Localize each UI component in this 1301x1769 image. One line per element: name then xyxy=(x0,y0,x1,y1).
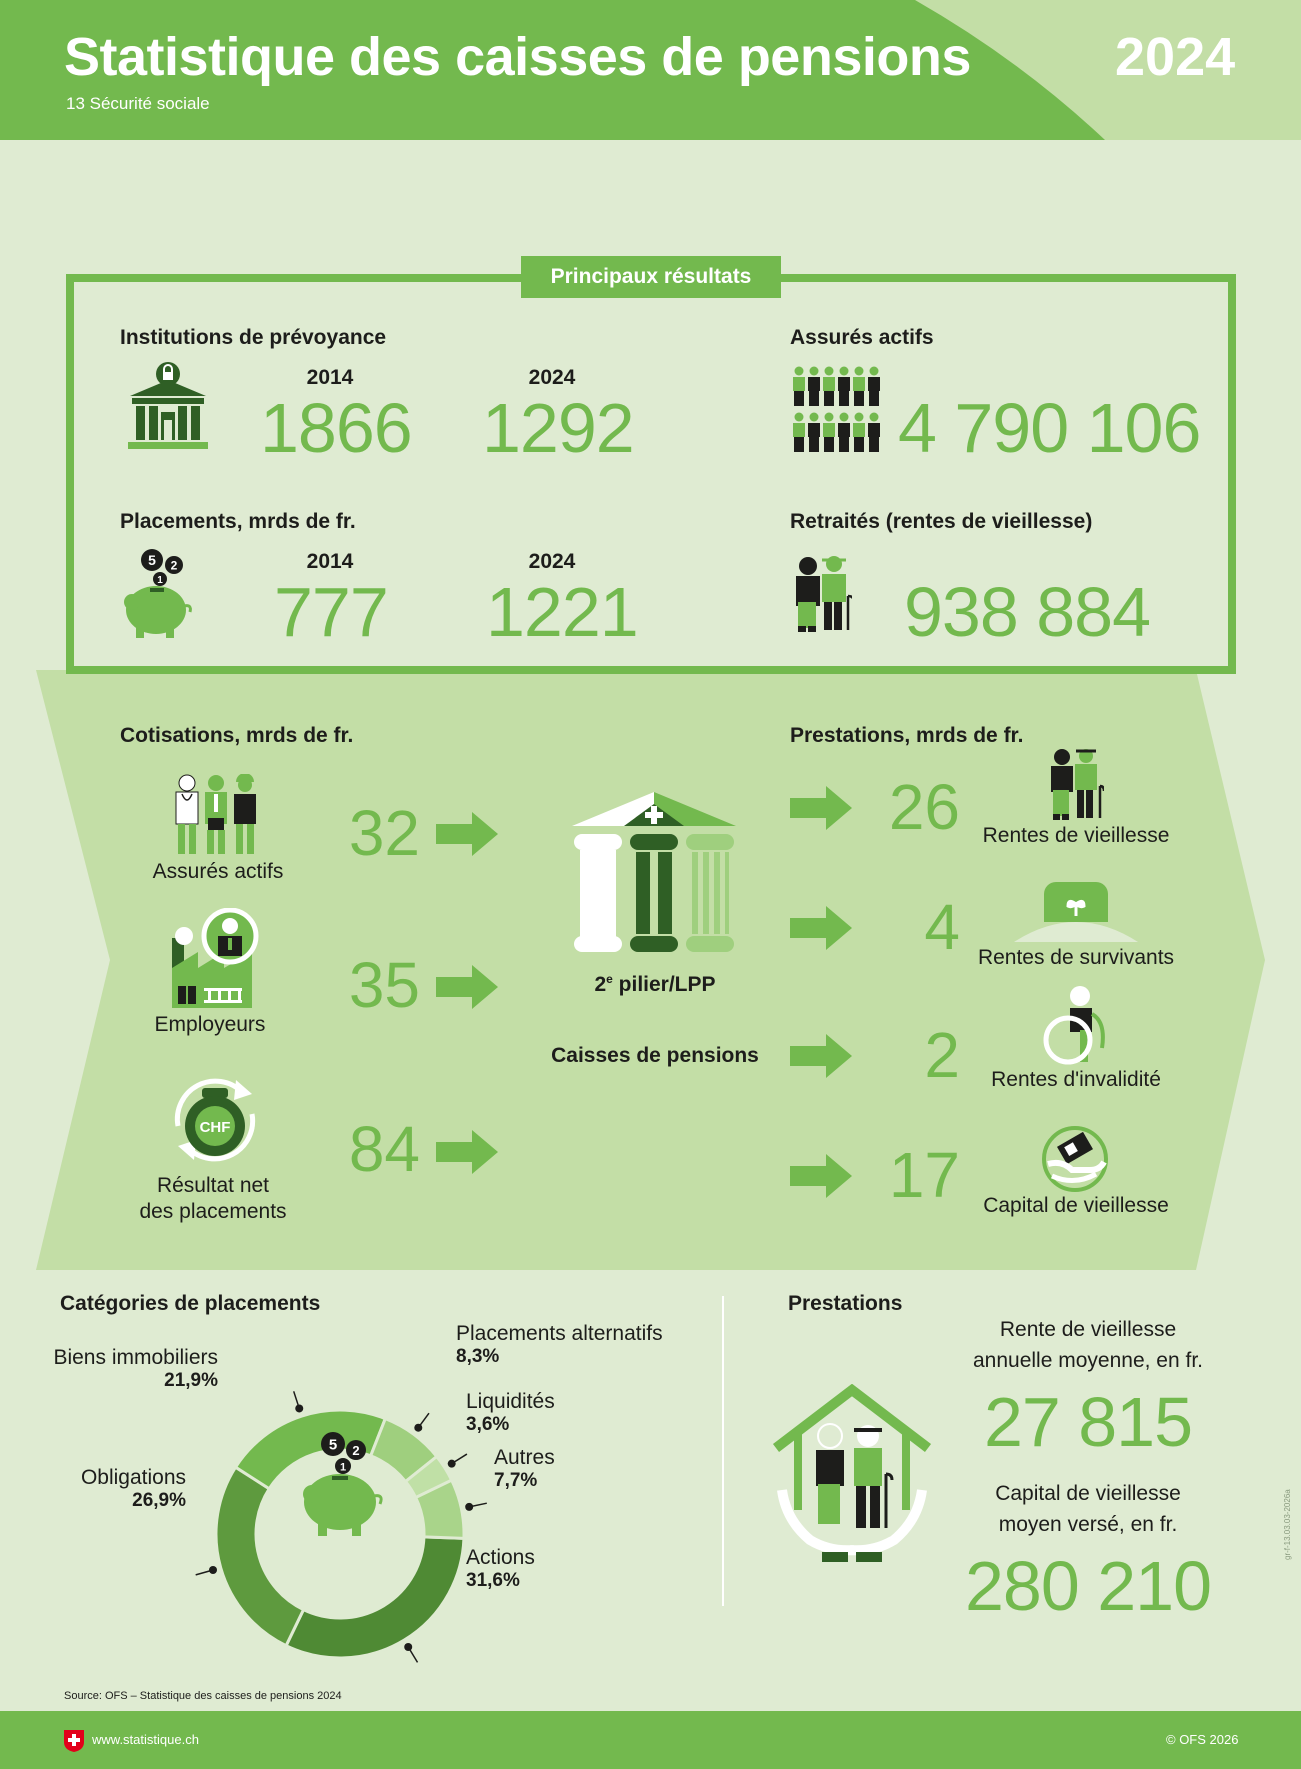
leader-line-3 xyxy=(418,1413,429,1427)
donut-label-4 xyxy=(466,1390,555,1436)
donut-label-1 xyxy=(0,1466,186,1512)
donut-label-3 xyxy=(456,1322,663,1368)
source-value-assures: 32 xyxy=(348,797,420,869)
institutions-year-2024: 2024 xyxy=(528,366,576,389)
donut-label-5 xyxy=(494,1446,555,1492)
graphic-code: gr-f-13.03.03-2026a xyxy=(1283,1489,1292,1560)
pillar-superscript: e xyxy=(606,972,613,986)
source-caption-placements-line1: Résultat net xyxy=(156,1174,270,1197)
arrow-right-icon xyxy=(790,906,854,950)
center-coin-2: 2 xyxy=(352,1443,360,1458)
institutions-label: Institutions de prévoyance xyxy=(120,326,387,349)
person-figure xyxy=(823,413,835,453)
benefit-value-invalidite: 2 xyxy=(924,1019,960,1091)
piggy-bank-coins-icon xyxy=(122,546,198,645)
benefit-caption-vieillesse: Rentes de vieillesse xyxy=(982,824,1170,847)
institutions-value-2014: 1866 xyxy=(260,389,412,467)
donut-label-name: Liquidités xyxy=(466,1390,555,1413)
chf-money-bag-cycle-icon xyxy=(164,1074,266,1173)
source-caption-employeurs: Employeurs xyxy=(154,1013,266,1036)
hand-money-icon xyxy=(1040,1124,1110,1199)
results-tab: Principaux résultats xyxy=(521,256,781,298)
arrow-right-icon xyxy=(790,786,854,830)
donut-label-name: Placements alternatifs xyxy=(456,1322,663,1345)
prestations-flow-label: Prestations, mrds de fr. xyxy=(790,724,1024,747)
capital-label-line1: Capital de vieillesse xyxy=(995,1482,1181,1505)
assures-actifs-label: Assurés actifs xyxy=(790,326,934,349)
arrow-right-icon xyxy=(436,965,500,1009)
pillar-text: pilier/LPP xyxy=(612,973,716,996)
page-title: Statistique des caisses de pensions xyxy=(64,27,971,87)
donut-label-value: 7,7% xyxy=(494,1470,538,1491)
rente-label-line2: annuelle moyenne, en fr. xyxy=(973,1349,1203,1372)
placements-value-2014: 777 xyxy=(274,573,388,651)
center-coin-5: 5 xyxy=(328,1436,338,1454)
benefit-caption-capital: Capital de vieillesse xyxy=(983,1194,1169,1217)
categories-title: Catégories de placements xyxy=(60,1292,321,1315)
person-figure xyxy=(793,367,805,407)
capital-label-line2: moyen versé, en fr. xyxy=(998,1513,1178,1536)
retraites-label: Retraités (rentes de vieillesse) xyxy=(790,510,1093,533)
copyright: © OFS 2026 xyxy=(1166,1732,1239,1747)
factory-employer-icon xyxy=(168,908,264,1013)
donut-slice-0 xyxy=(286,1537,464,1658)
person-figure xyxy=(808,367,820,407)
prestations-bottom-title: Prestations xyxy=(788,1292,903,1315)
benefit-value-capital: 17 xyxy=(888,1139,960,1211)
donut-label-value: 21,9% xyxy=(164,1370,218,1391)
leader-dot-0 xyxy=(404,1643,412,1651)
person-figure xyxy=(868,413,880,453)
capital-value: 280 210 xyxy=(964,1547,1212,1625)
donut-label-name: Biens immobiliers xyxy=(53,1346,218,1369)
wheelchair-icon xyxy=(1040,986,1110,1071)
assures-actifs-value: 4 790 106 xyxy=(898,389,1201,467)
coin-2: 2 xyxy=(170,558,178,573)
donut-label-value: 8,3% xyxy=(456,1346,500,1367)
pension-fund-building-icon xyxy=(572,792,738,961)
donut-label-2 xyxy=(18,1346,218,1392)
retraites-value: 938 884 xyxy=(904,573,1151,651)
benefit-value-survivants: 4 xyxy=(924,891,960,963)
house-elderly-hands-icon xyxy=(770,1384,934,1575)
rente-value: 27 815 xyxy=(983,1383,1193,1461)
donut-label-0 xyxy=(466,1546,535,1592)
institutions-year-2014: 2014 xyxy=(306,366,354,389)
swiss-flag-icon xyxy=(64,1730,84,1757)
pillar-number: 2 xyxy=(594,973,607,996)
person-figure xyxy=(808,413,820,453)
chf-label: CHF xyxy=(199,1119,231,1136)
person-figure xyxy=(853,413,865,453)
rente-label-line1: Rente de vieillesse xyxy=(999,1318,1177,1341)
website-link[interactable]: www.statistique.ch xyxy=(92,1732,199,1747)
donut-label-name: Actions xyxy=(466,1546,535,1569)
page-year: 2024 xyxy=(1115,27,1236,87)
benefit-value-vieillesse: 26 xyxy=(888,771,960,843)
placements-year-2024: 2024 xyxy=(528,550,576,573)
source-value-employeurs: 35 xyxy=(348,949,420,1021)
coin-5: 5 xyxy=(148,552,156,568)
donut-label-name: Obligations xyxy=(80,1466,186,1489)
source-value-placements: 84 xyxy=(348,1113,420,1185)
placements-value-2024: 1221 xyxy=(486,573,638,651)
benefit-caption-invalidite: Rentes d'invalidité xyxy=(991,1068,1161,1091)
person-figure xyxy=(853,367,865,407)
arrow-right-icon xyxy=(436,1130,500,1174)
leader-line-4 xyxy=(452,1454,467,1464)
institutions-value-2024: 1292 xyxy=(482,389,634,467)
leader-line-0 xyxy=(408,1647,417,1662)
arrow-right-icon xyxy=(790,1154,854,1198)
section-divider xyxy=(722,1296,724,1606)
elderly-couple-icon xyxy=(1048,748,1104,827)
person-figure xyxy=(793,413,805,453)
institution-building-icon xyxy=(124,362,212,457)
benefit-caption-survivants: Rentes de survivants xyxy=(977,946,1175,969)
person-figure xyxy=(823,367,835,407)
elderly-couple-icon xyxy=(792,556,852,641)
placements-year-2014: 2014 xyxy=(306,550,354,573)
person-figure xyxy=(838,413,850,453)
arrow-right-icon xyxy=(436,812,500,856)
pillar-label xyxy=(572,972,738,997)
donut-label-value: 26,9% xyxy=(132,1490,186,1511)
source-caption-assures: Assurés actifs xyxy=(152,860,284,883)
person-figure xyxy=(838,367,850,407)
donut-label-value: 31,6% xyxy=(466,1570,520,1591)
arrow-right-icon xyxy=(790,1034,854,1078)
placements-label: Placements, mrds de fr. xyxy=(120,510,356,533)
page-subtitle: 13 Sécurité sociale xyxy=(66,94,210,113)
source-caption-placements-line2: des placements xyxy=(139,1200,287,1223)
workers-icon xyxy=(172,774,262,861)
cotisations-label: Cotisations, mrds de fr. xyxy=(120,724,354,747)
coin-1: 1 xyxy=(157,575,163,586)
caisses-label: Caisses de pensions xyxy=(551,1044,759,1067)
donut-label-name: Autres xyxy=(494,1446,555,1469)
donut-slice-1 xyxy=(216,1467,303,1645)
source-note: Source: OFS – Statistique des caisses de pensions 2024 xyxy=(64,1690,342,1702)
people-group-icon xyxy=(792,366,884,461)
donut-label-value: 3,6% xyxy=(466,1414,510,1435)
center-coin-1: 1 xyxy=(339,1461,347,1474)
gravestone-icon xyxy=(1014,880,1138,949)
person-figure xyxy=(868,367,880,407)
